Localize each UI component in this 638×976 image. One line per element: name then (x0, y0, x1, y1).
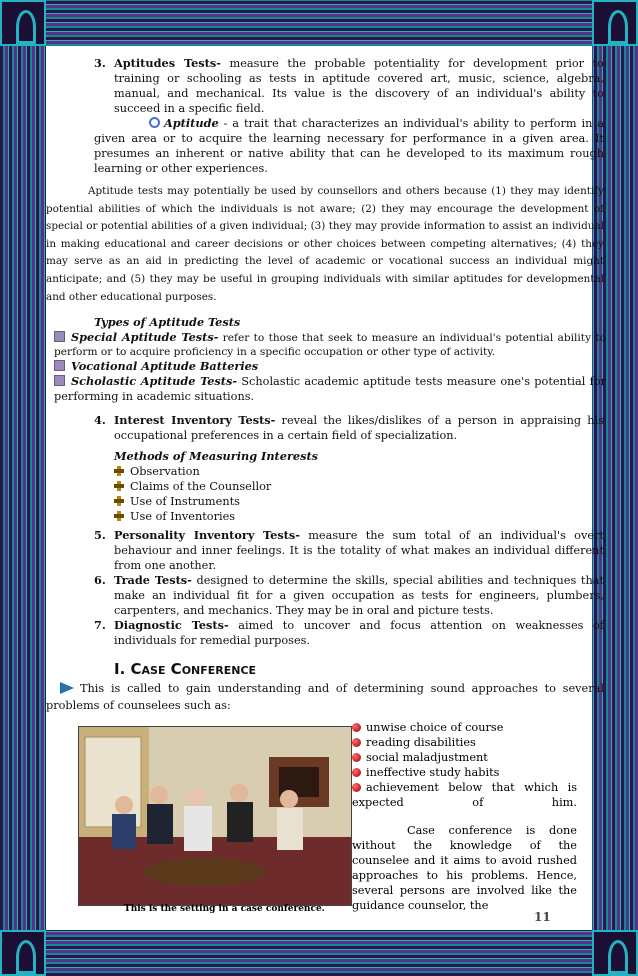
problems-column (352, 720, 577, 913)
problem-item (352, 780, 577, 810)
page-content (46, 56, 606, 714)
methods-heading: Methods of Measuring Interests (114, 449, 319, 464)
photo-caption: This is the setting in a case conference. (124, 904, 325, 914)
problem-item (352, 765, 577, 780)
type-title: Vocational Aptitude Batteries (71, 359, 259, 374)
section-intro-text: This is called to gain understanding and of determining sound approaches to several problems of counselees such as: (46, 682, 604, 713)
arrow-bullet-icon (60, 682, 74, 694)
types-heading: Types of Aptitude Tests (94, 315, 241, 330)
problem-item (352, 735, 577, 750)
item-diagnostic-tests (94, 618, 604, 648)
type-item (54, 359, 606, 374)
item-number: 5. (94, 528, 106, 543)
corner-ornament-icon (0, 0, 46, 46)
aptitude-paragraph: Aptitude tests may potentially be used by counsellors and others because (1) they may identify potential abilities of which the individuals is not aware; (2) they may encourage the development of special or potential abilities of a given individual; (3) they may provide information to assist an individual in making educational and career decisions or other choices between competing alternatives; (4) they may serve as an aid in predicting the level of academic or vocational success an individual might anticipate; and (5) they may be useful in grouping individuals with similar aptitudes for developmental and other educational purposes. (46, 185, 604, 303)
page-number: 11 (534, 910, 551, 924)
item-title: Interest Inventory Tests- (114, 413, 276, 428)
item-trade-tests (94, 573, 604, 618)
method-item (114, 479, 604, 494)
square-bullet-icon (54, 360, 65, 371)
item-number: 7. (94, 618, 106, 633)
cross-bullet-icon (114, 496, 124, 506)
item-text: measure the sum total of an individual's overt behaviour and inner feelings. It is the totality of what makes an individual different from one another. (114, 529, 604, 573)
item-interest-inventory (94, 413, 604, 443)
type-item (54, 374, 606, 404)
problem-text: achievement below that which is expected of him. (352, 781, 577, 809)
case-conference-paragraph: Case conference is done without the knowledge of the counselee and it aims to avoid rushed approaches to his problems. Hence, several persons are involved like the guidance counselor, the (352, 824, 577, 912)
case-conference-photo (78, 726, 352, 906)
section-heading: I. Case Conference (114, 660, 257, 679)
red-dot-bullet-icon (352, 738, 361, 747)
item-text: aimed to uncover and focus attention on weaknesses of individuals for remedial purposes. (114, 619, 604, 648)
method-text: Use of Inventories (130, 510, 236, 524)
item-text: reveal the likes/dislikes of a person in appraising his occupational preferences in a certain field of specialization. (114, 414, 604, 443)
problem-item (352, 750, 577, 765)
document-page (46, 46, 606, 930)
red-dot-bullet-icon (352, 723, 361, 732)
problem-text: ineffective study habits (366, 766, 500, 779)
method-item (114, 494, 604, 509)
item-number: 6. (94, 573, 106, 588)
red-dot-bullet-icon (352, 783, 361, 792)
square-bullet-icon (54, 375, 65, 386)
item-personality-inventory (94, 528, 604, 573)
corner-ornament-icon (0, 930, 46, 976)
square-bullet-icon (54, 331, 65, 342)
methods-list (114, 464, 604, 524)
problem-text: reading disabilities (366, 736, 476, 749)
cross-bullet-icon (114, 481, 124, 491)
type-title: Scholastic Aptitude Tests- (71, 374, 238, 389)
problem-text: social maladjustment (366, 751, 488, 764)
problem-item (352, 720, 577, 735)
cross-bullet-icon (114, 511, 124, 521)
item-number: 3. (94, 56, 106, 70)
method-item (114, 464, 604, 479)
item-title: Personality Inventory Tests- (114, 528, 300, 543)
item-title: Aptitudes Tests- (114, 56, 221, 70)
item-text: measure the probable potentiality for development prior to training or schooling as tests in aptitude covered art, music, science, algebra, manual, and mechanical. Its value is the discovery of an individual's ability to succeed in a specific field. (114, 57, 604, 115)
problem-text: unwise choice of course (366, 721, 504, 734)
corner-ornament-icon (592, 0, 638, 46)
method-text: Use of Instruments (130, 495, 240, 509)
method-text: Observation (130, 465, 200, 479)
definition-text: - a trait that characterizes an individual's ability to perform in a given area or to acquire the learning necessary for performance in a given area. It presumes an inherent or native ability that can he developed to its maximum rough learning or other experiences. (94, 117, 604, 175)
corner-ornament-icon (592, 930, 638, 976)
types-list (54, 330, 606, 404)
type-text: Scholastic academic aptitude tests measure one's potential for performing in academic situations. (54, 375, 606, 404)
cross-bullet-icon (114, 466, 124, 476)
method-text: Claims of the Counsellor (130, 480, 272, 494)
definition-term: Aptitude (164, 116, 219, 130)
red-dot-bullet-icon (352, 768, 361, 777)
red-dot-bullet-icon (352, 753, 361, 762)
aptitude-definition (94, 116, 604, 176)
item-title: Trade Tests- (114, 573, 192, 588)
type-text: refer to those that seek to measure an individual's potential ability to perform or to acquire proficiency in a specific occupation or other type of activity. (54, 332, 606, 359)
type-item (54, 330, 606, 359)
section-intro (46, 680, 604, 714)
item-title: Diagnostic Tests- (114, 618, 229, 633)
item-aptitude-tests (94, 56, 604, 116)
spiral-bullet-icon (149, 117, 160, 128)
type-title: Special Aptitude Tests- (71, 330, 219, 345)
item-text: designed to determine the skills, special abilities and techniques that make an individual fit for a given occupation as tests for engineers, plumbers, carpenters, and mechanics. They may be in oral and picture tests. (114, 574, 604, 618)
method-item (114, 509, 604, 524)
item-number: 4. (94, 413, 106, 428)
